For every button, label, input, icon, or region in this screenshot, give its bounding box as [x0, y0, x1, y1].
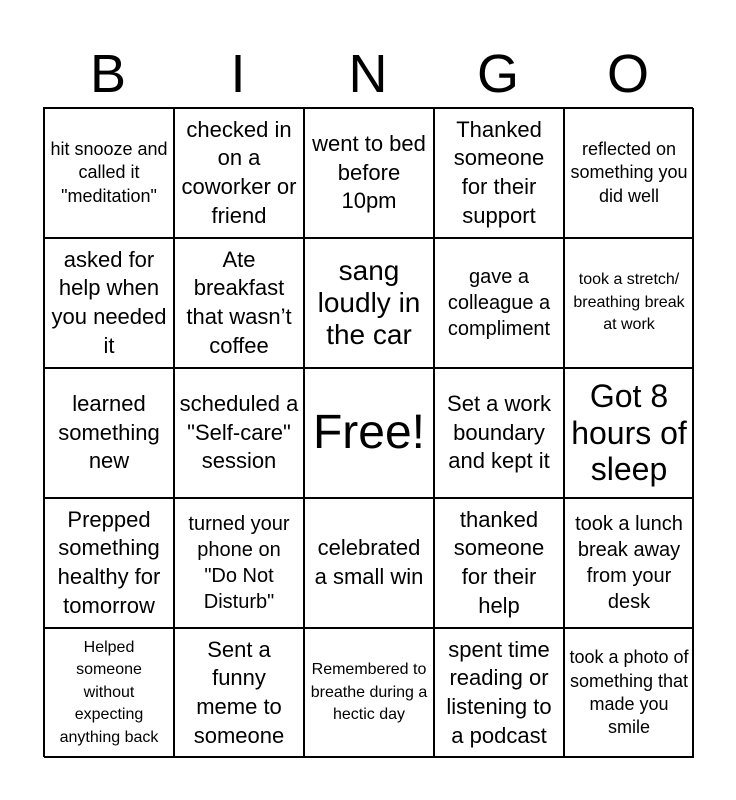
bingo-cell[interactable]: Sent a funny meme to someone — [174, 628, 304, 758]
bingo-cell[interactable]: took a photo of something that made you smile — [564, 628, 694, 758]
bingo-cell[interactable]: sang loudly in the car — [304, 238, 434, 368]
bingo-cell[interactable]: Remembered to breathe during a hectic day — [304, 628, 434, 758]
bingo-cell[interactable]: Set a work boundary and kept it — [434, 368, 564, 498]
bingo-cell[interactable]: Thanked someone for their support — [434, 108, 564, 238]
bingo-header — [43, 42, 693, 106]
header-letter-b: B — [89, 44, 127, 104]
bingo-cell[interactable]: went to bed before 10pm — [304, 108, 434, 238]
bingo-cell[interactable]: reflected on something you did well — [564, 108, 694, 238]
bingo-cell[interactable]: asked for help when you needed it — [44, 238, 174, 368]
bingo-cell[interactable]: celebrated a small win — [304, 498, 434, 628]
header-letter-o: O — [606, 44, 649, 104]
bingo-board — [43, 107, 693, 757]
bingo-cell[interactable]: hit snooze and called it "meditation" — [44, 108, 174, 238]
bingo-cell[interactable]: turned your phone on "Do Not Disturb" — [174, 498, 304, 628]
bingo-cell[interactable]: took a stretch/ breathing break at work — [564, 238, 694, 368]
free-space-cell[interactable]: Free! — [304, 368, 434, 498]
bingo-cell[interactable]: scheduled a "Self-care" session — [174, 368, 304, 498]
bingo-cell[interactable]: spent time reading or listening to a podcast — [434, 628, 564, 758]
bingo-cell[interactable]: took a lunch break away from your desk — [564, 498, 694, 628]
bingo-cell[interactable]: thanked someone for their help — [434, 498, 564, 628]
bingo-cell[interactable]: learned something new — [44, 368, 174, 498]
header-letter-n: N — [348, 44, 388, 104]
bingo-cell[interactable]: Ate breakfast that wasn’t coffee — [174, 238, 304, 368]
bingo-cell[interactable]: Prepped something healthy for tomorrow — [44, 498, 174, 628]
bingo-cell[interactable]: checked in on a coworker or friend — [174, 108, 304, 238]
bingo-cell[interactable]: gave a colleague a compliment — [434, 238, 564, 368]
header-letter-i: I — [230, 44, 246, 104]
header-letter-g: G — [476, 44, 519, 104]
bingo-cell[interactable]: Got 8 hours of sleep — [564, 368, 694, 498]
bingo-cell[interactable]: Helped someone without expecting anything back — [44, 628, 174, 758]
